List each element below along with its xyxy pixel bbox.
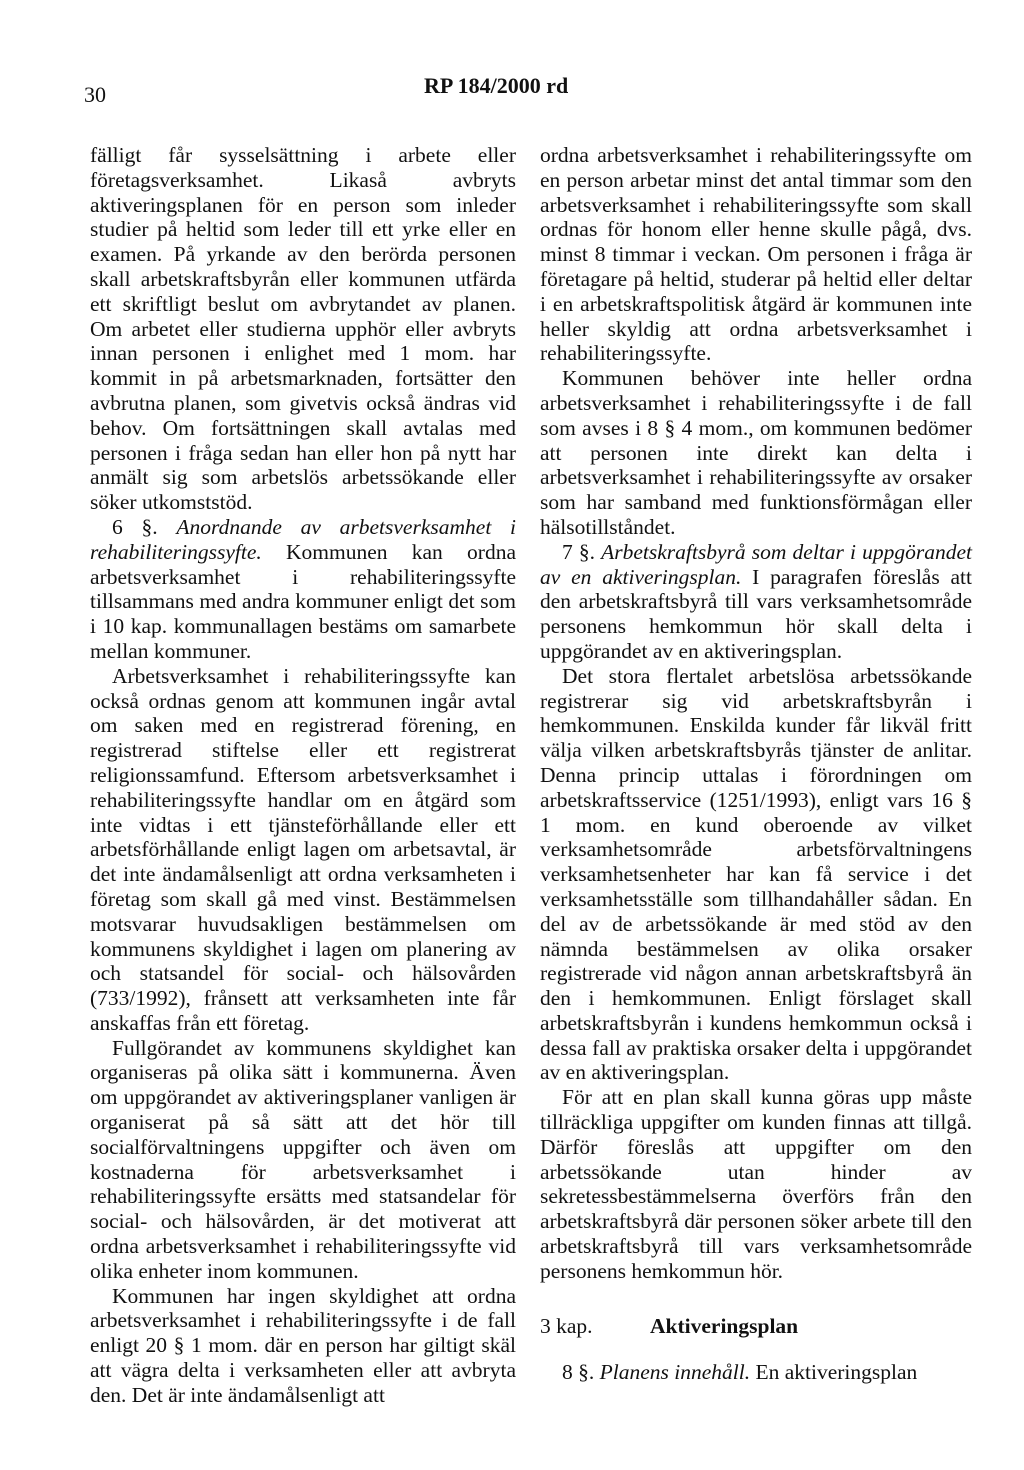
section-title: Arbetskraftsbyrå som deltar i uppgörandet av en aktiveringsplan. (540, 539, 972, 589)
section-title: Planens innehåll. (599, 1360, 751, 1385)
paragraph: ordna arbetsverksamhet i rehabiliteringssyfte om en person arbetar minst det antal timmar som den arbetsverksamhet i rehabiliteringssyfte som skall ordnas för honom eller henne skulle pågå, dvs. minst 8 timmar i veckan. Om personen i fråga är företagare på heltid, studerar på heltid eller deltar i en arbetskraftspolitisk åtgärd är kommunen inte heller skyldig att ordna arbetsverksamhet i rehabiliteringssyfte. (540, 143, 972, 366)
section-7-paragraph (540, 540, 972, 664)
right-column (540, 143, 972, 1385)
section-number: 8 §. (562, 1360, 595, 1385)
section-text: Kommunen kan ordna arbetsverksamhet i rehabiliteringssyfte tillsammans med andra kommuner enligt det som i 10 kap. kommunallagen bestäms om samarbete mellan kommuner. (90, 539, 516, 663)
paragraph: Arbetsverksamhet i rehabiliteringssyfte kan också ordnas genom att kommunen ingår avtal om saken med en registrerad förening, en registrerad stiftelse eller ett registrerat religionssamfund. Eftersom arbetsverksamhet i rehabiliteringssyfte handlar om en åtgärd som inte vidtas i ett tjänsteförhållande eller ett arbetsförhållande enligt lagen om arbetsavtal, är det inte ändamålsenligt att ordna verksamheten i företag som skall gå med vinst. Bestämmelsen motsvarar huvudsakligen bestämmelsen om kommunens skyldighet i lagen om planering av och statsandel för social- och hälsovården (733/1992), frånsett att verksamheten inte får anskaffas från ett företag. (90, 663, 516, 1035)
chapter-heading (540, 1314, 972, 1339)
chapter-number: 3 kap. (540, 1313, 593, 1338)
section-8-paragraph (540, 1360, 972, 1385)
page-number: 30 (84, 82, 106, 107)
left-column (90, 143, 516, 1408)
paragraph: Kommunen har ingen skyldighet att ordna arbetsverksamhet i rehabiliteringssyfte i de fall enligt 20 § 1 mom. där en person har giltigt skäl att vägra delta i verksamheten eller att avbryta den. Det är inte ändamålsenligt att (90, 1283, 516, 1407)
chapter-title: Aktiveringsplan (650, 1313, 799, 1338)
paragraph: fälligt får sysselsättning i arbete eller företagsverksamhet. Likaså avbryts aktiveringsplanen för en person som inleder studier på heltid som leder till ett yrke eller en examen. På yrkande av den berörda personen skall arbetskraftsbyrån eller kommunen utfärda ett skriftligt beslut om avbrytandet av planen. Om arbetet eller studierna upphör eller avbryts innan personen i enlighet med 1 mom. har kommit in på arbetsmarknaden, fortsätter den avbrutna planen, som givetvis också ändras vid behov. Om fortsättningen skall avtalas med personen i fråga sedan han eller hon på nytt har anmält sig som arbetslös arbetssökande eller söker utkomststöd. (90, 143, 516, 515)
section-title: Anordnande av arbetsverksamhet i rehabiliteringssyfte. (90, 514, 517, 564)
running-title: RP 184/2000 rd (424, 73, 569, 98)
section-number: 6 §. (112, 514, 158, 539)
section-6-paragraph (90, 515, 516, 664)
section-text: I paragrafen föreslås att den arbetskraftsbyrå till vars verksamhetsområde personens hemkommun hör skall delta i uppgörandet av en aktiveringsplan. (540, 564, 972, 663)
paragraph: Kommunen behöver inte heller ordna arbetsverksamhet i rehabiliteringssyfte i de fall som avses i 8 § 4 mom., om kommunen bedömer att personen inte direkt kan delta i arbetsverksamhet i rehabiliteringssyfte av orsaker som har samband med funktionsförmågan eller hälsotillståndet. (540, 366, 972, 539)
paragraph: Det stora flertalet arbetslösa arbetssökande registrerar sig vid arbetskraftsbyrån i hemkommunen. Enskilda kunder får likväl fritt välja vilken arbetskraftsbyrås tjänster de anlitar. Denna princip uttalas i förordningen om arbetskraftsservice (1251/1993), enligt vars 16 § 1 mom. en kund oberoende av vilket verksamhetsområde arbetsförvaltningens verksamhetsenheter har kan få service i det verksamhetsställe som tillhandahåller sådan. En del av de arbetssökande är med stöd av den nämnda bestämmelsen av olika orsaker registrerade vid någon annan arbetskraftsbyrå än den i hemkommunen. Enligt förslaget skall arbetskraftsbyrån i kundens hemkommun också i dessa fall av praktiska orsaker delta i uppgörandet av en aktiveringsplan. (540, 663, 972, 1085)
section-number: 7 §. (562, 539, 595, 564)
section-text: En aktiveringsplan (755, 1360, 918, 1385)
paragraph: Fullgörandet av kommunens skyldighet kan organiseras på olika sätt i kommunerna. Även om uppgörandet av aktiveringsplaner vanligen är organiserat på så sätt att det hör till socialförvaltningens uppgifter och även om kostnaderna för arbetsverksamhet i rehabiliteringssyfte ersätts med statsandelar för social- och hälsovården, är det motiverat att ordna arbetsverksamhet i rehabiliteringssyfte vid olika enheter inom kommunen. (90, 1035, 516, 1283)
paragraph: För att en plan skall kunna göras upp måste tillräckliga uppgifter om kunden finnas att tillgå. Därför föreslås att uppgifter om den arbetssökande utan hinder av sekretessbestämmelserna överförs från den arbetskraftsbyrå där personen söker arbete till den arbetskraftsbyrå till vars verksamhetsområde personens hemkommun hör. (540, 1085, 972, 1283)
